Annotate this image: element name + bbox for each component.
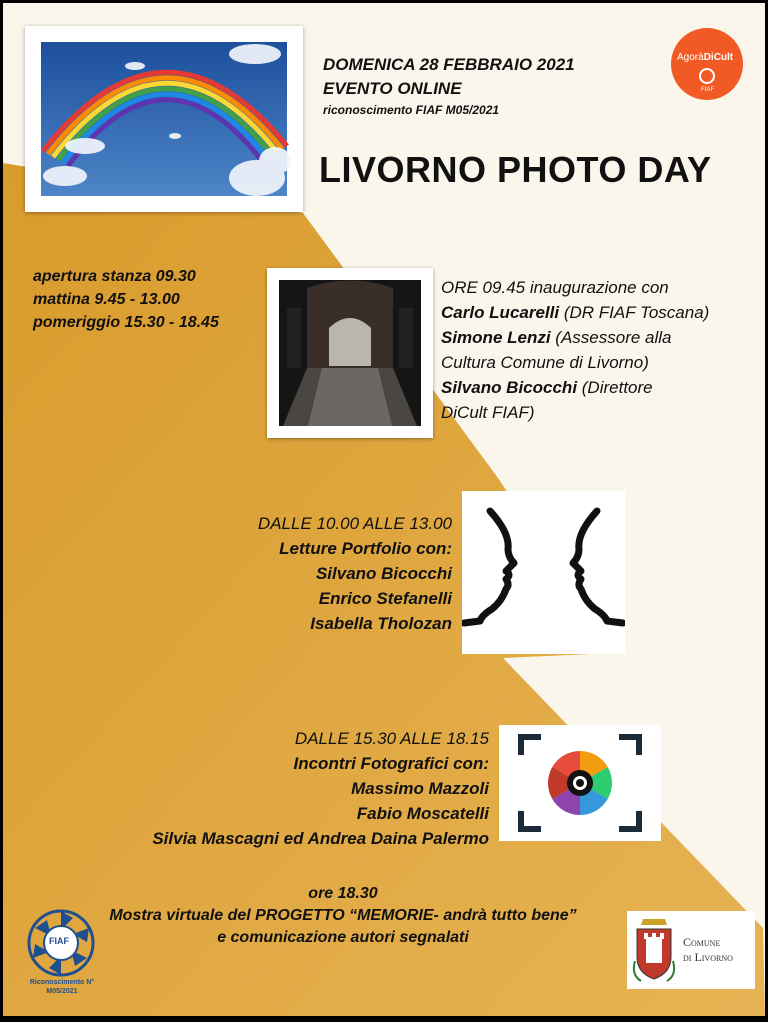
closing-time: ore 18.30	[308, 885, 378, 902]
closing-announcement: e comunicazione autori segnalati	[217, 929, 469, 946]
speaker-role: (Direttore	[577, 378, 653, 397]
speaker-role: (DR FIAF Toscana)	[559, 303, 710, 322]
portfolio-time: DALLE 10.00 ALLE 13.00	[257, 514, 452, 533]
event-type: EVENTO ONLINE	[323, 79, 462, 98]
schedule-opening: apertura stanza 09.30	[33, 268, 196, 285]
agora-logo-text: Agorà	[677, 52, 704, 63]
agora-logo-text-bold: DiCult	[703, 52, 734, 63]
meetings-time: DALLE 15.30 ALLE 18.15	[294, 729, 489, 748]
schedule-morning: mattina 9.45 - 13.00	[33, 291, 180, 308]
portfolio-reader: Silvano Bicocchi	[315, 564, 452, 583]
portfolio-reader: Isabella Tholozan	[310, 614, 452, 633]
faces-graphic	[462, 491, 625, 654]
fiaf-logo-number: M05/2021	[46, 988, 78, 995]
closing-block	[63, 883, 623, 949]
inauguration-block	[441, 275, 709, 425]
hall-image	[267, 268, 433, 438]
speaker-role: Cultura Comune di Livorno)	[441, 353, 649, 372]
fiaf-logo-caption: Riconoscimento N°	[29, 979, 95, 986]
inauguration-intro: ORE 09.45 inaugurazione con	[441, 278, 669, 297]
schedule-afternoon: pomeriggio 15.30 - 18.45	[33, 314, 219, 331]
portfolio-block	[258, 511, 452, 636]
coat-of-arms-icon	[631, 915, 677, 985]
meetings-guest: Massimo Mazzoli	[351, 779, 489, 798]
speaker-name: Simone Lenzi	[441, 328, 551, 347]
comune-logo-line1: Comune	[683, 935, 721, 949]
rainbow-photo	[25, 26, 303, 212]
camera-focus-icon	[499, 725, 661, 841]
meetings-guest: Silvia Mascagni ed Andrea Daina Palermo	[152, 829, 489, 848]
rainbow-image	[25, 26, 303, 212]
speaker-role: DiCult FIAF)	[441, 403, 535, 422]
speaker-name: Silvano Bicocchi	[441, 378, 578, 397]
closing-exhibition: Mostra virtuale del PROGETTO “MEMORIE- andrà tutto bene”	[109, 907, 577, 924]
aperture-icon	[699, 68, 715, 84]
faces-icon	[462, 491, 625, 654]
meetings-heading: Incontri Fotografici con:	[293, 754, 489, 773]
speaker-name: Carlo Lucarelli	[441, 303, 560, 322]
page-title: LIVORNO PHOTO DAY	[319, 149, 712, 190]
camera-graphic	[499, 725, 661, 841]
comune-logo-line2: di Livorno	[683, 950, 733, 964]
hall-photo	[267, 268, 433, 438]
event-recognition: riconoscimento FIAF M05/2021	[323, 103, 500, 117]
speaker-role: (Assessore alla	[550, 328, 672, 347]
agora-dicult-logo	[671, 28, 743, 100]
event-poster	[3, 3, 765, 1016]
comune-livorno-logo	[627, 911, 755, 989]
fiaf-logo	[25, 908, 97, 1003]
portfolio-heading: Letture Portfolio con:	[279, 539, 452, 558]
portfolio-reader: Enrico Stefanelli	[318, 589, 452, 608]
agora-logo-sub: FIAF	[701, 87, 714, 93]
meetings-guest: Fabio Moscatelli	[356, 804, 489, 823]
fiaf-logo-text: FIAF	[49, 936, 69, 946]
meetings-block	[152, 726, 489, 851]
event-date: DOMENICA 28 FEBBRAIO 2021	[323, 55, 575, 74]
